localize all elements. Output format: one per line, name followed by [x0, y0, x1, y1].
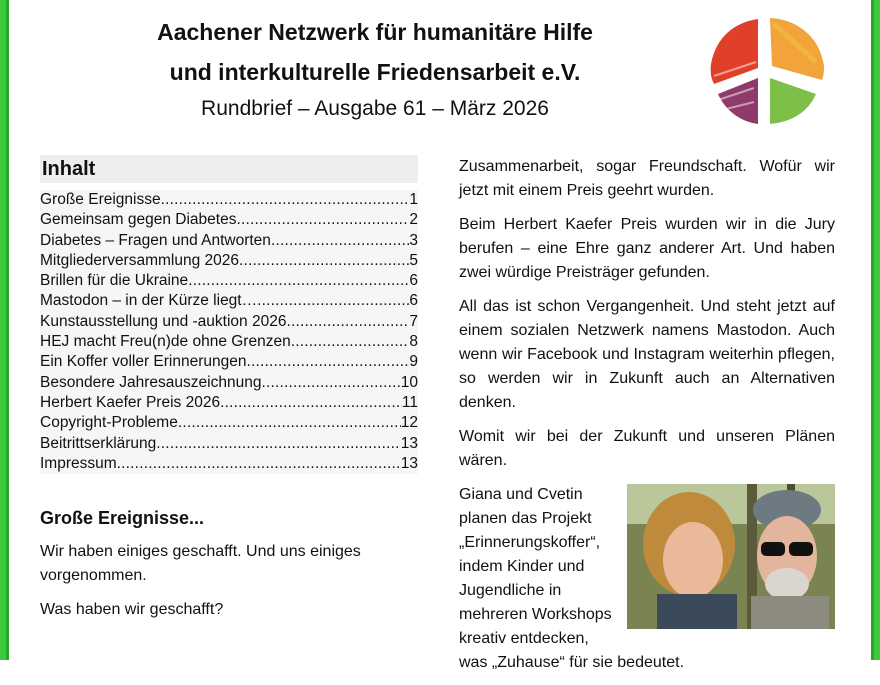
toc-entry-title: Impressum [40, 454, 117, 472]
article-paragraph-2: Beim Herbert Kaefer Preis wurden wir in die Jury berufen – eine Ehre ganz anderer Art. Und haben zwei würdige Preisträger gefunden. [459, 216, 835, 281]
article-paragraph-1: Zusammenarbeit, sogar Freundschaft. Wofür wir jetzt mit einem Preis geehrt wurden. [459, 158, 835, 199]
toc-entry [40, 332, 418, 352]
toc-leader-dots [257, 291, 409, 311]
section-paragraph-2: Was haben wir geschafft? [40, 601, 224, 619]
toc-entry-title: Große Ereignisse [40, 191, 161, 208]
toc-entry [40, 251, 418, 271]
toc-entry-title: Brillen für die Ukraine [40, 272, 189, 290]
toc-leader-dots [261, 373, 400, 393]
article-paragraph-5: Giana und Cvetin planen das Projekt „Erinnerungskoffer“, indem Kinder und Jugendliche in mehreren Workshops kreativ entdecken, was „Zuhause“ für sie bedeutet. [459, 486, 685, 671]
toc-entry-page: 1 [409, 191, 418, 208]
toc-leader-dots [117, 454, 401, 474]
toc-entry-page: 7 [409, 312, 418, 330]
toc-leader-dots [286, 312, 409, 332]
toc-entry-page: 5 [409, 251, 418, 269]
toc-entry [40, 312, 418, 332]
toc-entry-title: Beitrittserklärung [40, 434, 157, 452]
toc-entry-page: 3 [409, 231, 418, 249]
toc-entry [40, 291, 418, 311]
toc-entry-page: 6 [409, 292, 418, 310]
toc-entry-title: Gemeinsam gegen Diabetes [40, 211, 237, 229]
toc-leader-dots [271, 231, 409, 251]
toc-entry-title: HEJ macht Freu(n)de ohne Grenzen [40, 333, 291, 351]
toc-entry-page: 2 [409, 211, 418, 229]
toc-entry-page: 13 [400, 454, 418, 472]
toc-heading: Inhalt [40, 155, 418, 183]
toc-leader-dots [239, 251, 409, 271]
newsletter-header [100, 14, 650, 123]
right-column [459, 155, 835, 685]
logo-purple-segment [718, 78, 758, 124]
toc-entry [40, 413, 418, 433]
section-heading: Große Ereignisse... [40, 508, 205, 529]
toc-entry-page: 10 [400, 373, 418, 391]
organization-title-line1: Aachener Netzwerk für humanitäre Hilfe [157, 19, 593, 45]
toc-entry [40, 352, 418, 372]
toc-entry-title: Copyright-Probleme [40, 414, 178, 432]
article-paragraph-4: Womit wir bei der Zukunft und unseren Plänen wären. [459, 428, 835, 469]
toc-leader-dots [178, 413, 401, 433]
section-paragraph-1: Wir haben einiges geschafft. Und uns einiges vorgenommen. [40, 543, 361, 585]
toc-entry-title: Besondere Jahresauszeichnung [40, 373, 262, 391]
organization-title-line2: und interkulturelle Friedensarbeit e.V. [169, 59, 581, 85]
toc-leader-dots [161, 190, 410, 210]
toc-entry [40, 210, 418, 230]
photo-giana-and-cvetin [627, 484, 835, 629]
toc-entry-page: 8 [409, 333, 418, 351]
toc-leader-dots [236, 210, 409, 230]
toc-entry [40, 271, 418, 291]
toc-leader-dots [247, 352, 410, 372]
logo-green-segment [770, 78, 816, 124]
peace-sign-logo [708, 16, 826, 128]
article-paragraph-3: All das ist schon Vergangenheit. Und steht jetzt auf einem sozialen Netzwerk namens Mastodon. Auch wenn wir Facebook und Instagram weiterhin pflegen, so werden wir in Zukunft auch an Alternativen denken. [459, 298, 835, 411]
toc-entry-title: Mitgliederversammlung 2026 [40, 251, 240, 269]
toc-entry-title: Ein Koffer voller Erinnerungen [40, 353, 247, 371]
right-green-border [871, 0, 880, 660]
toc-entry-title: Mastodon – in der Kürze liegt… [40, 292, 258, 310]
toc-entry-title: Kunstausstellung und -auktion 2026 [40, 312, 287, 330]
toc-leader-dots [188, 271, 409, 291]
toc-entry-page: 6 [409, 272, 418, 290]
toc-entry-title: Herbert Kaefer Preis 2026 [40, 393, 221, 411]
toc-entry-page: 12 [400, 414, 418, 432]
table-of-contents [40, 190, 418, 474]
toc-entry [40, 434, 418, 454]
toc-leader-dots [291, 332, 410, 352]
issue-subtitle: Rundbrief – Ausgabe 61 – März 2026 [201, 97, 549, 120]
toc-entry [40, 373, 418, 393]
toc-leader-dots [156, 434, 400, 454]
toc-entry-page: 9 [409, 353, 418, 371]
toc-leader-dots [220, 393, 402, 413]
left-green-border [0, 0, 9, 660]
toc-entry-page: 11 [401, 393, 418, 411]
left-column [40, 155, 418, 622]
toc-entry [40, 454, 418, 474]
toc-entry [40, 190, 418, 210]
toc-entry-page: 13 [400, 434, 418, 452]
toc-entry [40, 231, 418, 251]
toc-entry [40, 393, 418, 413]
toc-entry-title: Diabetes – Fragen und Antworten [40, 231, 271, 249]
